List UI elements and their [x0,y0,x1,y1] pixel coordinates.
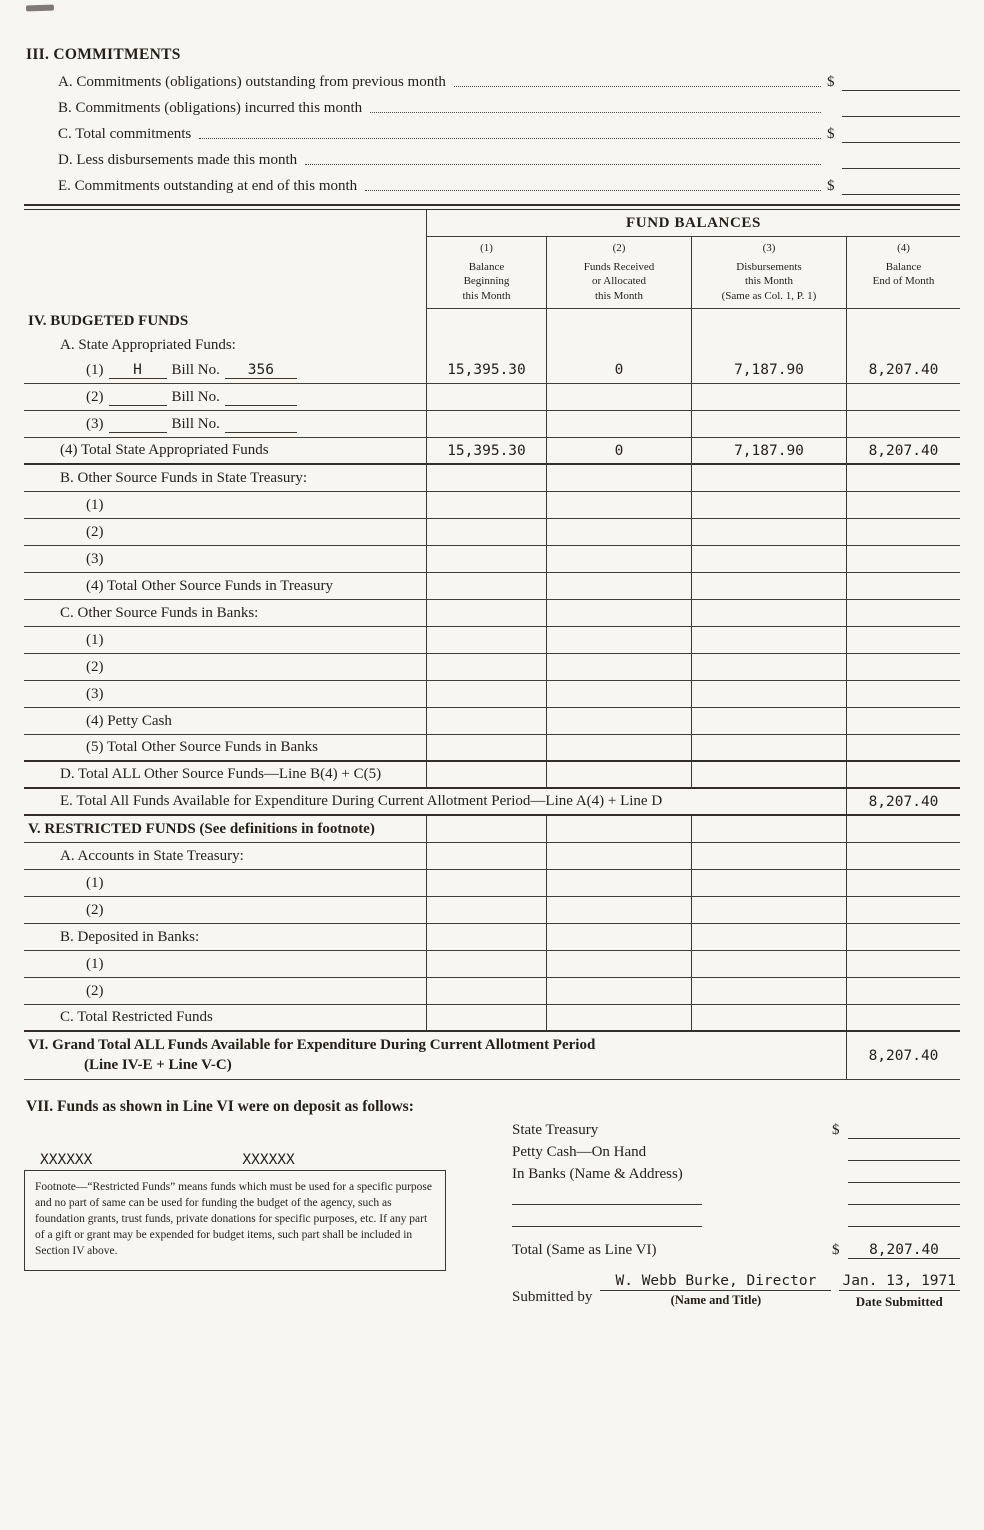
empty-cell [426,546,546,573]
empty-cell [546,816,691,843]
empty-cell [691,762,846,789]
col-header-1 [426,237,546,309]
cell-funds-received: 0 [546,438,691,465]
section-vii-title: VII. Funds as shown in Line VI were on deposit as follows: [26,1098,414,1116]
row-label: E. Total All Funds Available for Expenditure During Current Allotment Period—Line A(4) + Line D [60,793,663,810]
col-header-line: this Month [462,289,511,302]
name-blank [512,1213,702,1227]
deposits-section [24,1098,960,1310]
empty-cell [846,519,960,546]
subsection-vb-heading [24,924,426,951]
empty-cell [546,897,691,924]
empty-cell [546,762,691,789]
dollar-sign: $ [827,178,835,194]
col-header-line: End of Month [872,275,935,288]
grand-total-line2: (Line IV-E + Line V-C) [84,1056,232,1073]
row-vb1 [24,951,426,978]
total-amount-blank [848,1241,960,1259]
row-vi-grand-total [24,1032,846,1080]
dollar-sign: $ [832,1242,840,1259]
dotted-leader [199,137,821,139]
commitment-row-c [58,126,960,143]
empty-cell [426,735,546,762]
cell-disbursements: 7,187.90 [691,357,846,384]
row-va1 [24,870,426,897]
restricted-funds-footnote: Footnote—“Restricted Funds” means funds which must be used for a specific purpose and no part of same can be used for funding the budget of the agency, such as foundation grants, trust funds, private donations for specific purposes, etc. If any part of a gift or grant may be expended for budget items, such part shall be included in Section IV above. [24,1171,446,1270]
empty-cell [426,384,546,411]
commitment-label: B. Commitments (obligations) incurred this month [58,100,363,116]
row-number: (1) [86,874,104,891]
total-state-appropriated-label [24,438,426,465]
cell-disbursements: 7,187.90 [691,438,846,465]
col-header-line: Beginning [463,275,510,288]
empty-cell [691,816,846,843]
dotted-leader [454,85,821,87]
empty-cell [426,708,546,735]
col-header-4 [846,237,960,309]
empty-cell [846,897,960,924]
deposit-row-state-treasury [512,1122,960,1139]
empty-cell [846,546,960,573]
row-b4-total-treasury [24,573,426,600]
commitment-label: A. Commitments (obligations) outstanding from previous month [58,74,446,90]
empty-cell [691,309,846,333]
col-header-line: Balance [468,260,505,273]
col-header-2 [546,237,691,309]
bill-no-label: Bill No. [171,415,220,432]
commitment-label: D. Less disbursements made this month [58,152,298,168]
empty-cell [691,735,846,762]
empty-cell [691,897,846,924]
empty-cell [846,1005,960,1032]
commitment-row-a [58,74,960,91]
crossed-out-row [24,1152,446,1171]
empty-cell [691,333,846,357]
empty-cell [426,951,546,978]
row-number: (1) [86,361,104,378]
typed-value: 356 [247,361,274,378]
empty-cell [846,708,960,735]
commitment-label: C. Total commitments [58,126,192,142]
empty-cell [426,411,546,438]
empty-cell [846,333,960,357]
dollar-sign: $ [832,1122,840,1139]
commitments-section [24,46,960,195]
empty-cell [691,951,846,978]
empty-cell [691,519,846,546]
cell-balance-end: 8,207.40 [846,789,960,816]
empty-cell [426,627,546,654]
col-header-line: this Month [595,289,643,302]
col-header-line: Balance [885,260,922,273]
total-label: Total (Same as Line VI) [512,1242,657,1259]
cell-balance-end: 8,207.40 [846,438,960,465]
deposits-left-column [24,1122,446,1310]
commitment-row-d [58,152,960,169]
col-number: (1) [480,242,493,254]
empty-cell [426,870,546,897]
empty-cell [691,411,846,438]
empty-cell [546,384,691,411]
date-block [839,1273,961,1310]
heading-text: C. Other Source Funds in Banks: [60,604,259,621]
amount-blank [842,128,960,143]
empty-cell [691,843,846,870]
heading-text: B. Other Source Funds in State Treasury: [60,469,308,486]
col-header-line: Disbursements [736,260,802,273]
heading-text: IV. BUDGETED FUNDS [28,312,189,329]
empty-cell [546,465,691,492]
commitment-row-e [58,178,960,195]
empty-cell [426,309,546,333]
row-va2 [24,897,426,924]
fund-balances-title: FUND BALANCES [426,210,960,237]
empty-cell [426,843,546,870]
row-c5-total-banks [24,735,426,762]
heading-text: A. State Appropriated Funds: [60,336,236,353]
row-number: (3) [86,415,104,432]
empty-cell [546,654,691,681]
empty-cell [846,978,960,1005]
col-number: (4) [897,242,910,254]
empty-cell [846,762,960,789]
amount-blank [842,154,960,169]
row-label: D. Total ALL Other Source Funds—Line B(4) + C(5) [60,766,382,783]
deposits-right-column [512,1122,960,1310]
empty-cell [426,333,546,357]
empty-cell [546,600,691,627]
row-vc-total-restricted [24,1005,426,1032]
empty-cell [691,492,846,519]
empty-cell [691,600,846,627]
empty-cell [691,708,846,735]
empty-cell [846,384,960,411]
date-submitted-value: Jan. 13, 1971 [839,1273,961,1291]
subsection-c-heading [24,600,426,627]
empty-cell [426,681,546,708]
empty-cell [426,897,546,924]
row-c3 [24,681,426,708]
empty-cell [846,735,960,762]
empty-cell [426,924,546,951]
bill-no-label: Bill No. [171,361,220,378]
deposit-row-in-banks [512,1166,960,1183]
empty-cell [426,519,546,546]
row-petty-cash [24,708,426,735]
row-label: (4) Total State Appropriated Funds [60,442,269,459]
row-label: (4) Petty Cash [86,712,172,729]
subsection-va-heading [24,843,426,870]
row-number: (1) [86,631,104,648]
empty-cell [546,573,691,600]
empty-cell [846,627,960,654]
deposit-row-petty-cash [512,1144,960,1161]
empty-cell [846,681,960,708]
amount-blank [842,102,960,117]
empty-cell [546,924,691,951]
row-d-total-all-other [24,762,426,789]
submitted-by-label: Submitted by [512,1289,593,1306]
row-label: C. Total Restricted Funds [60,1009,213,1026]
amount-blank [842,76,960,91]
row-b2 [24,519,426,546]
empty-cell [691,384,846,411]
empty-cell [546,519,691,546]
row-number: (2) [86,388,104,405]
typed-x-marks: XXXXXX [40,1152,93,1169]
bill-number-blank [225,416,297,433]
row-label: (5) Total Other Source Funds in Banks [86,739,318,756]
row-number: (1) [86,955,104,972]
section-iv-heading [24,309,426,333]
bill-row-3-label [24,411,426,438]
empty-cell [846,573,960,600]
row-number: (2) [86,901,104,918]
section-v-heading [24,816,426,843]
amount-blank [848,1126,960,1139]
row-number: (3) [86,685,104,702]
empty-cell [846,816,960,843]
col-header-line: this Month [745,275,793,288]
empty-cell [546,870,691,897]
empty-cell [546,627,691,654]
col-header-line: (Same as Col. 1, P. 1) [721,289,817,302]
spacer-cell [24,237,426,309]
empty-cell [546,951,691,978]
row-vb2 [24,978,426,1005]
empty-cell [846,309,960,333]
empty-cell [546,843,691,870]
typed-value: H [133,361,142,378]
signature-block [600,1273,831,1308]
heading-text: V. RESTRICTED FUNDS (See definitions in footnote) [28,820,375,837]
cell-balance-beginning: 15,395.30 [426,438,546,465]
amount-blank [848,1214,960,1227]
row-b1 [24,492,426,519]
empty-cell [546,309,691,333]
empty-cell [546,708,691,735]
typed-x-marks: XXXXXX [242,1152,295,1169]
amount-blank [842,180,960,195]
cell-funds-received: 0 [546,357,691,384]
amount-blank [848,1192,960,1205]
dotted-leader [365,189,821,191]
empty-cell [426,492,546,519]
dotted-leader [370,111,821,113]
empty-cell [846,465,960,492]
empty-cell [546,1005,691,1032]
house-blank [109,389,167,406]
empty-cell [546,492,691,519]
deposit-label: State Treasury [512,1122,599,1139]
empty-cell [846,654,960,681]
row-c1 [24,627,426,654]
row-b3 [24,546,426,573]
deposit-label: In Banks (Name & Address) [512,1166,683,1183]
empty-cell [691,627,846,654]
empty-cell [691,546,846,573]
empty-cell [846,492,960,519]
empty-cell [846,870,960,897]
empty-cell [426,762,546,789]
empty-cell [426,1005,546,1032]
empty-cell [426,654,546,681]
bill-number-blank [225,389,297,406]
empty-cell [546,681,691,708]
deposit-label: Petty Cash—On Hand [512,1144,647,1161]
deposit-row-blank-2 [512,1210,960,1227]
heading-text: B. Deposited in Banks: [60,928,200,945]
dollar-sign: $ [827,74,835,90]
row-number: (3) [86,550,104,567]
empty-cell [846,924,960,951]
col-number: (3) [762,242,776,254]
name-title-caption: (Name and Title) [670,1293,762,1308]
empty-cell [691,978,846,1005]
row-number: (2) [86,982,104,999]
empty-cell [846,600,960,627]
empty-cell [691,573,846,600]
dollar-sign: $ [827,126,835,142]
row-c2 [24,654,426,681]
row-e-total-all-funds [24,789,846,816]
dotted-leader [305,163,821,165]
subsection-a-heading [24,333,426,357]
submitted-name: W. Webb Burke, Director [600,1273,831,1291]
empty-cell [426,816,546,843]
cell-grand-total-value: 8,207.40 [846,1032,960,1080]
row-number: (2) [86,523,104,540]
empty-cell [846,843,960,870]
cell-balance-end: 8,207.40 [846,357,960,384]
house-blank [109,416,167,433]
col-header-3 [691,237,846,309]
empty-cell [691,1005,846,1032]
empty-cell [846,411,960,438]
heading-text: A. Accounts in State Treasury: [60,847,244,864]
commitment-label: E. Commitments outstanding at end of this month [58,178,358,194]
empty-cell [546,333,691,357]
deposit-row-blank-1 [512,1188,960,1205]
date-submitted-caption: Date Submitted [855,1294,943,1310]
empty-cell [691,681,846,708]
amount-blank [848,1148,960,1161]
row-number: (2) [86,658,104,675]
row-number: (1) [86,496,104,513]
empty-cell [846,951,960,978]
spacer-cell [24,210,426,237]
scan-artifact [26,5,54,12]
empty-cell [546,546,691,573]
col-header-line: Funds Received [583,260,655,273]
bill-row-1-label [24,357,426,384]
bill-number-blank [225,362,297,379]
signature-row [512,1273,960,1310]
typed-value: 8,207.40 [869,1242,939,1259]
empty-cell [546,735,691,762]
empty-cell [691,870,846,897]
empty-cell [691,924,846,951]
col-number: (2) [612,242,626,254]
bill-row-2-label [24,384,426,411]
grand-total-line1: VI. Grand Total ALL Funds Available for Expenditure During Current Allotment Period [28,1037,596,1054]
empty-cell [691,654,846,681]
deposit-total-row [512,1241,960,1259]
amount-blank [848,1170,960,1183]
empty-cell [691,465,846,492]
name-blank [512,1191,702,1205]
empty-cell [426,465,546,492]
row-label: (4) Total Other Source Funds in Treasury [86,577,333,594]
cell-balance-beginning: 15,395.30 [426,357,546,384]
subsection-b-heading [24,465,426,492]
empty-cell [546,978,691,1005]
empty-cell [426,600,546,627]
empty-cell [546,411,691,438]
empty-cell [426,573,546,600]
fund-balances-table [24,210,960,1080]
section-iii-title: III. COMMITMENTS [26,46,181,63]
bill-no-label: Bill No. [171,388,220,405]
col-header-line: or Allocated [591,275,647,288]
commitment-row-b [58,100,960,117]
house-blank [109,362,167,379]
empty-cell [426,978,546,1005]
